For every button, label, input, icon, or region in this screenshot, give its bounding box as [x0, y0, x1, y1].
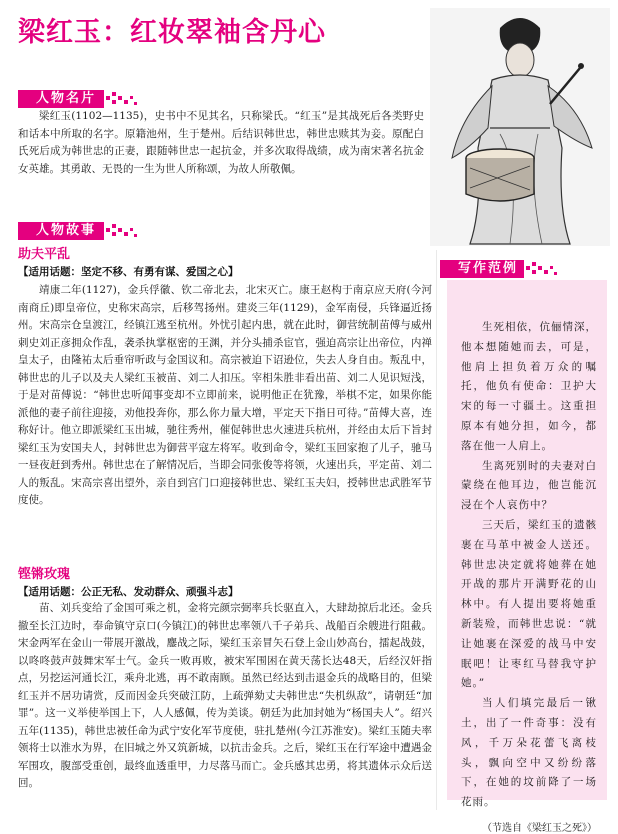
writing-sample-heading-label: 写作范例: [458, 261, 519, 276]
page-title: 梁红玉：红妆翠袖含丹心: [18, 17, 326, 48]
writing-sample-panel: [447, 280, 607, 834]
profile-text: 梁红玉(1102—1135)，史书中不见其名，只称梁氏。“红玉”是其战死后各类野史和话本中所取的名字。原籍池州，生于楚州。后结识韩世忠，韩世忠赎其为妾。原配白氏死后成为韩世忠的正妻，跟随韩世忠一起抗金，并多次取得战绩，成为南宋著名抗金女英雄。其勇敢、无畏的一生为世人所称颂，为故人所敬佩。: [18, 110, 424, 175]
portrait-illustration: [430, 8, 610, 246]
writing-sample-paragraph: 生死相依，伉俪情深，他本想随她而去，可是，他肩上担负着万众的嘱托，他负有使命：卫护大宋的每一寸疆土。这重担原本有她分担，如今，都落在他一人肩上。: [461, 321, 597, 452]
writing-sample-heading: [440, 260, 524, 278]
checker-decoration-icon: [106, 224, 138, 240]
story-part1-topic: 【适用话题：坚定不移、有勇有谋、爱国之心】: [18, 266, 239, 278]
checker-decoration-icon: [526, 262, 558, 278]
story-heading-label: 人物故事: [36, 223, 97, 238]
profile-heading: [18, 90, 104, 108]
story-part2-topic: 【适用话题：公正无私、发动群众、顽强斗志】: [18, 586, 239, 598]
profile-heading-label: 人物名片: [36, 91, 97, 106]
writing-sample-paragraph: 三天后，梁红玉的遗骸裹在马革中被金人送还。韩世忠决定就将她葬在她开战的那片开满野花的山林中。有人提出要将她重新装殓，而韩世忠说：“就让她裹在深爱的战马中安眠吧！让枣红马替我守护她。”: [461, 518, 597, 690]
heroine-drum-illustration: [430, 8, 610, 246]
writing-sample-paragraph: 生离死别时的夫妻对白蒙绕在他耳边，他岂能沉浸在个人哀伤中？: [461, 459, 597, 512]
story-part1-title: 助夫平乱: [18, 247, 71, 262]
story-part2-text: 苗、刘兵变给了金国可乘之机，金将完颜宗弼率兵长驱直入，大肆劫掠后北还。金兵撤至长江边时，奉命镇守京口(今镇江)的韩世忠率领八千子弟兵、战船百余艘进行阻截。宋金两军在金山一带展开激战，鏖战之际，梁红玉亲冒矢石登上金山妙高台，擂起战鼓，以咚咚鼓声鼓舞宋军士气。金兵一败再败，被宋军围困在黄天荡长达48天，后经汉奸指点，另挖运河通长江，乘舟北逃，再不敢南顾。虽然已经达到击退金兵的战略目的，但梁红玉并不居功请赏，反而因金兵突破江防，上疏弹劾丈夫韩世忠“失机纵敌”，请朝廷“加罪”。这一义举使举国上下，人人感佩，传为美谈。朝廷为此加封她为“杨国夫人”。绍兴五年(1135)，韩世忠被任命为武宁安化军节度使，驻扎楚州(今江苏淮安)。梁红玉随夫率领将士以淮水为界，在旧城之外又筑新城，以抗击金兵。之后，梁红玉在行军途中遭遇金军围攻，腹部受重创，最终血透重甲，力尽落马而亡。金兵感其忠勇，将其遗体示众后送回。: [18, 602, 432, 789]
story-part2-title: 铿锵玫瑰: [18, 567, 71, 582]
story-heading: [18, 222, 104, 240]
column-divider: [436, 250, 437, 810]
story-part1-text: 靖康二年(1127)，金兵俘徽、钦二帝北去，北宋灭亡。康王赵构于南京应天府(今河南商丘)即皇帝位，史称宋高宗，后移驾扬州。建炎三年(1129)，金军南侵，兵锋逼近扬州。宋高宗仓皇渡江，经镇江逃至杭州。外忧引起内患，就在此时，御营统制苗傅与威州刺史刘正彦拥众作乱，袭杀执掌枢密的王渊，并分头捕杀宦官，强迫高宗让出帝位，内禅皇太子，由隆祐太后垂帘听政与金国议和。高宗被迫下诏逊位，失去人身自由。叛乱中，韩世忠的儿子以及夫人梁红玉被苗、刘二人扣压。宰相朱胜非看出苗、刘二人见识短浅，于是对苗傅说：“韩世忠听闻事变却不立即前来，说明他正在犹豫，举棋不定，如果你能派他的妻子前往迎接，劝他投奔你，那么你力量大增，平定天下指日可待。”苗傅大喜，连称好计。他立即派梁红玉出城，驰往秀州，催促韩世忠火速进兵杭州，并经由太后下旨封梁红玉为安国夫人，封韩世忠为御营平寇左将军。收到命令，梁红玉回家抱了儿子，驰马一昼夜赶到秀州。韩世忠在了解情况后，当即会同张俊等将领，火速出兵，平定苗、刘二人的叛乱。宋高宗喜出望外，亲自到宫门口迎接韩世忠、梁红玉夫妇，授韩世忠武胜军节度使。: [18, 284, 432, 506]
checker-decoration-icon: [106, 92, 138, 108]
writing-sample-paragraph: 当人们填完最后一锹土，出了一件奇事：没有风，千万朵花蕾飞离枝头，飘向空中又纷纷落下，在她的坟前降了一场花雨。: [461, 697, 597, 809]
writing-sample-source: （节选自《梁红玉之死》）: [482, 822, 597, 834]
